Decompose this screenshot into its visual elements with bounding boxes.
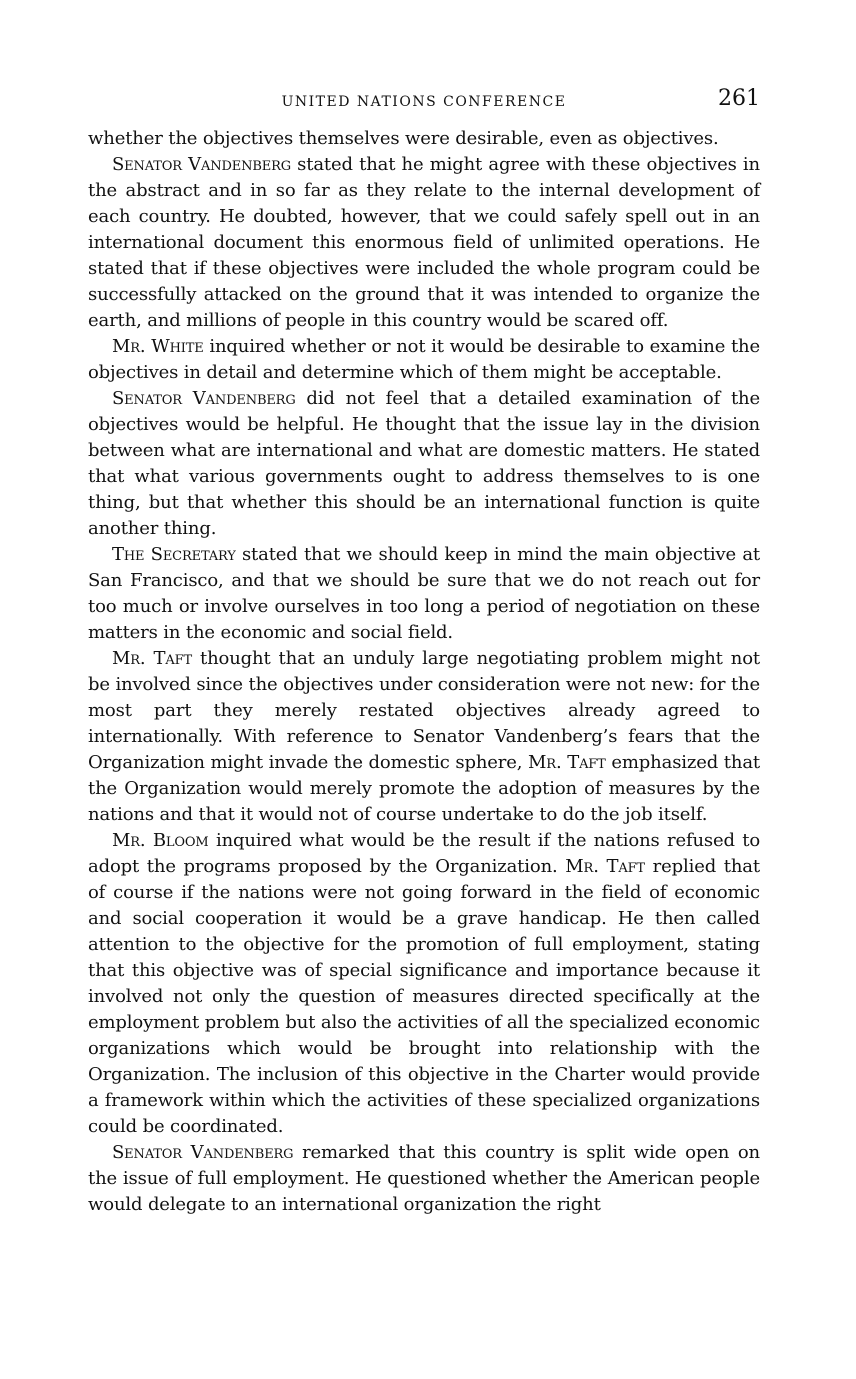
paragraph-text: emphasized that the Organization would merely promote the adoption of measures by the nations and that it would not of course undertake to do the job itself. bbox=[88, 752, 760, 825]
speaker-name: Mr. Taft bbox=[112, 648, 192, 669]
paragraph-6 bbox=[88, 646, 760, 828]
paragraph-text: inquired what would be the result if the nations refused to adopt the programs proposed by the Organization. bbox=[88, 830, 760, 877]
body-text bbox=[88, 126, 760, 1218]
paragraph-text: replied that of course if the nations were not going forward in the field of economic and social cooperation it would be a grave handicap. He then called attention to the objective for the promotion of full employment, stating that this objective was of special significance and importance because it involved not only the question of measures directed specifically at the employment problem but also the activities of all the specialized economic organizations which would be brought into relationship with the Organization. The inclusion of this objective in the Charter would provide a framework within which the activities of these specialized organizations could be coordinated. bbox=[88, 856, 760, 1137]
paragraph-text: stated that we should keep in mind the main objective at San Francisco, and that we should be sure that we do not reach out for too much or involve ourselves in too long a period of negotiation on these matters in the economic and social field. bbox=[88, 544, 760, 643]
document-page bbox=[88, 84, 760, 1218]
paragraph-text: inquired whether or not it would be desirable to examine the objectives in detail and determine which of them might be acceptable. bbox=[88, 336, 760, 383]
paragraph-2 bbox=[88, 152, 760, 334]
paragraph-3 bbox=[88, 334, 760, 386]
paragraph-1 bbox=[88, 126, 760, 152]
page-number: 261 bbox=[718, 86, 760, 111]
paragraph-text: thought that an unduly large negotiating problem might not be involved since the objectives under consideration were not new: for the most part they merely restated objectives already agreed to internationally. With reference to Senator Vandenberg’s fears that the Organization might invade the domestic sphere, bbox=[88, 648, 760, 773]
running-title: UNITED NATIONS CONFERENCE bbox=[281, 94, 567, 110]
paragraph-7 bbox=[88, 828, 760, 1140]
paragraph-5 bbox=[88, 542, 760, 646]
speaker-name: Mr. White bbox=[112, 336, 204, 357]
paragraph-8 bbox=[88, 1140, 760, 1218]
paragraph-text: stated that he might agree with these objectives in the abstract and in so far as they relate to the internal development of each country. He doubted, however, that we could safely spell out in an international document this enormous field of unlimited operations. He stated that if these objectives were included the whole program could be successfully attacked on the ground that it was intended to organize the earth, and millions of people in this country would be scared off. bbox=[88, 154, 760, 331]
paragraph-text: did not feel that a detailed examination of the objectives would be helpful. He thought that the issue lay in the division between what are international and what are domestic matters. He stated that what various governments ought to address themselves to is one thing, but that whether this should be an international function is quite another thing. bbox=[88, 388, 760, 539]
speaker-name: Senator Vandenberg bbox=[112, 388, 296, 409]
speaker-name: Mr. Taft bbox=[528, 752, 606, 773]
speaker-name: Senator Vandenberg bbox=[112, 1142, 294, 1163]
paragraph-text: whether the objectives themselves were desirable, even as objectives. bbox=[88, 128, 719, 149]
speaker-name: The Secretary bbox=[112, 544, 236, 565]
running-head bbox=[88, 84, 760, 120]
paragraph-text: remarked that this country is split wide open on the issue of full employment. He questioned whether the American people would delegate to an international organization the right bbox=[88, 1142, 761, 1215]
paragraph-4 bbox=[88, 386, 760, 542]
speaker-name: Mr. Bloom bbox=[112, 830, 209, 851]
speaker-name: Senator Vandenberg bbox=[112, 154, 291, 175]
speaker-name: Mr. Taft bbox=[565, 856, 645, 877]
